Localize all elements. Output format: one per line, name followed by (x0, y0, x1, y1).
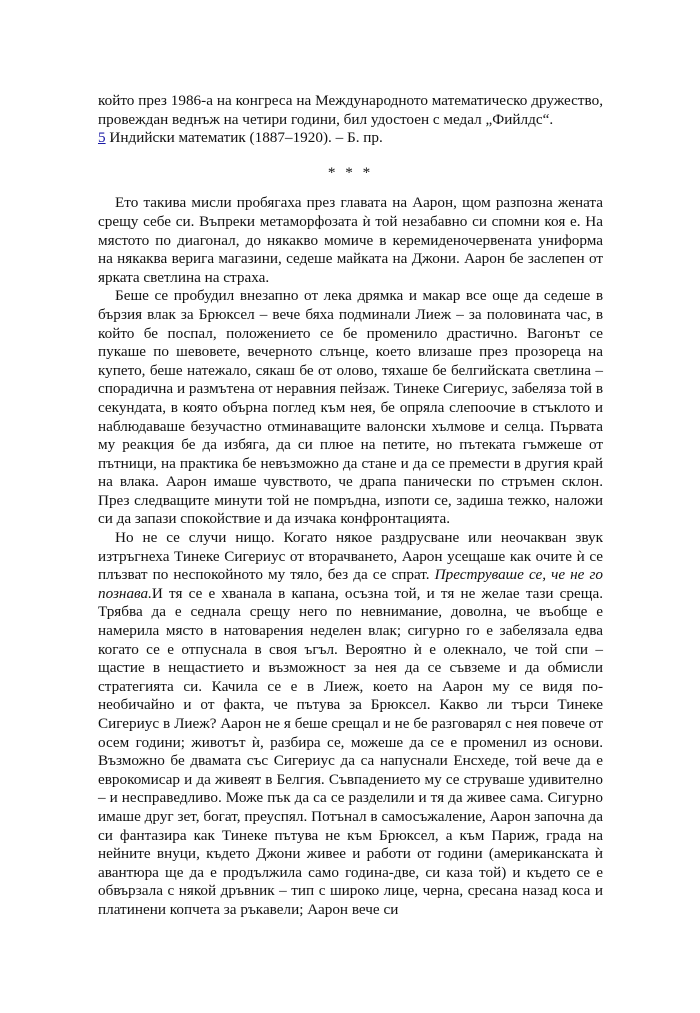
paragraph-1: Ето такива мисли пробягаха през главата на Аарон, щом разпозна жената срещу себе си. Въпреки метаморфозата ѝ той незабавно си спомни коя е. На мястото по диагонал, до някакво момиче в керемиденочервената униформа на някаква верига магазини, седеше майката на Джони. Аарон бе заслепен от ярката светлина на страха. (98, 194, 603, 286)
paragraph-2: Беше се пробудил внезапно от лека дрямка и макар все още да седеше в бързия влак за Брюксел – вече бяха подминали Лиеж – за половината час, в който бе поспал, положението се бе променило драстично. Вагонът се пукаше по шевовете, вечерното слънце, което влизаше през прозореца на купето, беше натежало, сякаш бе от олово, тяхаше бе белгийската светлина – спорадична и размътена от неравния пейзаж. Тинеке Сигериус, забеляза той в секундата, в която обърна поглед към нея, бе опряла слепоочие в стъклото и наблюдаваше безучастно отминаващите валонски хълмове и селца. Първата му реакция бе да избяга, да си плюе на петите, но пътеката гъмжеше от пътници, на практика бе невъзможно да стане и да се премести в другия край на влака. Аарон имаше чувството, че драпа панически по стръмен склон. През следващите минути той не помръдна, изпоти се, задиша тежко, наложи си да запази спокойствие и да изчака конфронтацията. (98, 287, 603, 528)
paragraph-3-part-1: Но не се случи нищо. Когато някое раздрусване или неочакван звук изтръгнеха Тинеке Сигериус от вторачването, Аарон усещаше как очите ѝ се плъзват по неспокойното му тяло, без да се спрат. (98, 529, 603, 584)
section-separator: * * * (327, 163, 374, 181)
footnote-text: Индийски математик (1887–1920). – Б. пр. (105, 129, 383, 147)
paragraph-3-part-2: И тя се е хванала в капана, осъзна той, и тя не желае тази среща. Трябва да е седнала срещу него по невнимание, доволна, че въобще е намерила място в натоварения неделен влак; сигурно го е забелязала едва когато се е отпуснала в своя ъгъл. Вероятно ѝ е олекнало, че той спи – щастие в нещастието и възможност за нея да се съвземе и да обмисли стратегията си. Качила се е в Лиеж, което на Аарон му се видя по-необичайно и от факта, че пътува за Брюксел. Какво ли търси Тинеке Сигериус в Лиеж? Аарон не я беше срещал и не бе разговарял с нея повече от осем години; животът ѝ, разбира се, можеше да се е променил из основи. Възможно бе двамата със Сигериус да са напуснали Енсхеде, той вече да е еврокомисар и да живеят в Белгия. Съвпадението му се струваше удивително – и несправедливо. Може пък да са се разделили и тя да живее сама. Сигурно имаше друг зет, богат, преуспял. Потънал в самосъжаление, Аарон започна да си фантазира как Тинеке пътува не към Брюксел, а към Париж, града на нейните внуци, където Джони живее и работи от години (американската ѝ авантюра ще да е продължила само година-две, си каза той) и където се е обвързала с някой дръвник – тип с широко лице, черна, сресана назад коса и платинени копчета за ръкавели; Аарон вече си (98, 584, 603, 918)
paragraph-3 (98, 529, 603, 919)
footnote (98, 129, 603, 148)
footnote-reference-link[interactable]: 5 (98, 129, 106, 147)
book-page (98, 92, 603, 920)
continuation-paragraph: който през 1986-а на конгреса на Международното математическо дружество, провеждан веднъж на четири години, бил удостоен с медал „Фийлдс“. (98, 92, 603, 128)
paragraph-3-italic: Преструваше се, че не го познава. (98, 566, 603, 602)
